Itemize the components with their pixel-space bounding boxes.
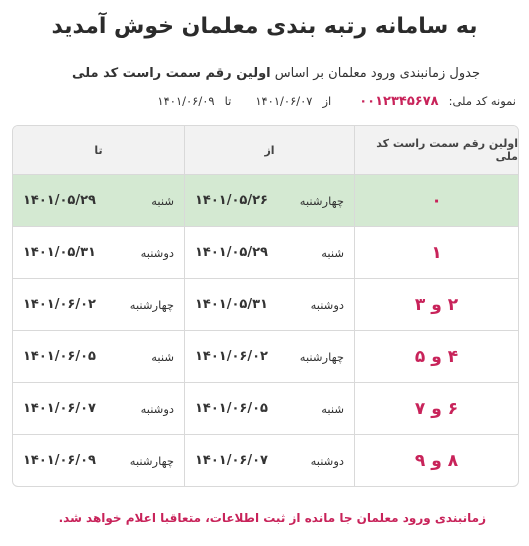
table-header-row <box>13 126 518 174</box>
row-digit: ۸ و ۹ <box>354 435 518 486</box>
from-date: ۱۴۰۱/۰۶/۰۲ <box>195 349 268 364</box>
from-date: ۱۴۰۱/۰۶/۰۵ <box>195 401 268 416</box>
sample-from-date: ۱۴۰۱/۰۶/۰۷ <box>255 94 313 108</box>
row-from <box>184 175 354 226</box>
from-day: دوشنبه <box>310 453 344 468</box>
row-from <box>184 331 354 382</box>
to-date: ۱۴۰۱/۰۶/۰۷ <box>23 401 96 416</box>
sample-from-label: از <box>322 94 332 108</box>
from-day: چهارشنبه <box>299 193 344 208</box>
row-digit: ۰ <box>354 175 518 226</box>
row-to <box>13 279 184 330</box>
header-to: تا <box>94 143 103 157</box>
table-row <box>13 330 518 382</box>
to-date: ۱۴۰۱/۰۵/۳۱ <box>23 245 96 260</box>
row-from <box>184 383 354 434</box>
to-day: چهارشنبه <box>129 453 174 468</box>
sample-to-label: تا <box>224 94 232 108</box>
sample-to-date: ۱۴۰۱/۰۶/۰۹ <box>157 94 215 108</box>
row-to <box>13 435 184 486</box>
to-date: ۱۴۰۱/۰۶/۰۵ <box>23 349 96 364</box>
row-to <box>13 227 184 278</box>
to-day: دوشنبه <box>140 401 174 416</box>
row-to <box>13 383 184 434</box>
row-from <box>184 435 354 486</box>
table-row <box>13 382 518 434</box>
from-date: ۱۴۰۱/۰۶/۰۷ <box>195 453 268 468</box>
row-digit: ۱ <box>354 227 518 278</box>
from-day: شنبه <box>321 245 344 260</box>
to-date: ۱۴۰۱/۰۶/۰۲ <box>23 297 96 312</box>
footer-notice: زمانبندی ورود معلمان جا مانده از ثبت اطلاعات، متعاقبا اعلام خواهد شد. <box>58 511 486 525</box>
page-title: به سامانه رتبه بندی معلمان خوش آمدید <box>51 14 478 39</box>
table-row <box>13 434 518 486</box>
header-digit: اولین رقم سمت راست کد ملی <box>354 126 518 174</box>
schedule-table <box>12 125 519 487</box>
to-date: ۱۴۰۱/۰۶/۰۹ <box>23 453 96 468</box>
sample-label: نمونه کد ملی: <box>448 94 516 108</box>
to-day: شنبه <box>151 193 174 208</box>
table-row <box>13 278 518 330</box>
row-digit: ۲ و ۳ <box>354 279 518 330</box>
sample-national-code <box>40 94 516 109</box>
table-caption <box>40 66 480 81</box>
row-from <box>184 279 354 330</box>
sample-code: ۰۰۱۲۳۴۵۶۷۸ <box>359 94 439 109</box>
row-digit: ۶ و ۷ <box>354 383 518 434</box>
caption-prefix: جدول زمانبندی ورود معلمان بر اساس <box>274 66 480 81</box>
from-day: دوشنبه <box>310 297 344 312</box>
to-day: چهارشنبه <box>129 297 174 312</box>
row-to <box>13 331 184 382</box>
table-row <box>13 174 518 226</box>
header-from: از <box>184 126 354 174</box>
to-day: دوشنبه <box>140 245 174 260</box>
from-date: ۱۴۰۱/۰۵/۲۶ <box>195 193 268 208</box>
caption-bold: اولین رقم سمت راست کد ملی <box>72 66 271 81</box>
from-date: ۱۴۰۱/۰۵/۳۱ <box>195 297 268 312</box>
from-day: شنبه <box>321 401 344 416</box>
row-to <box>13 175 184 226</box>
row-digit: ۴ و ۵ <box>354 331 518 382</box>
row-from <box>184 227 354 278</box>
from-date: ۱۴۰۱/۰۵/۲۹ <box>195 245 268 260</box>
to-date: ۱۴۰۱/۰۵/۲۹ <box>23 193 96 208</box>
table-row <box>13 226 518 278</box>
from-day: چهارشنبه <box>299 349 344 364</box>
to-day: شنبه <box>151 349 174 364</box>
